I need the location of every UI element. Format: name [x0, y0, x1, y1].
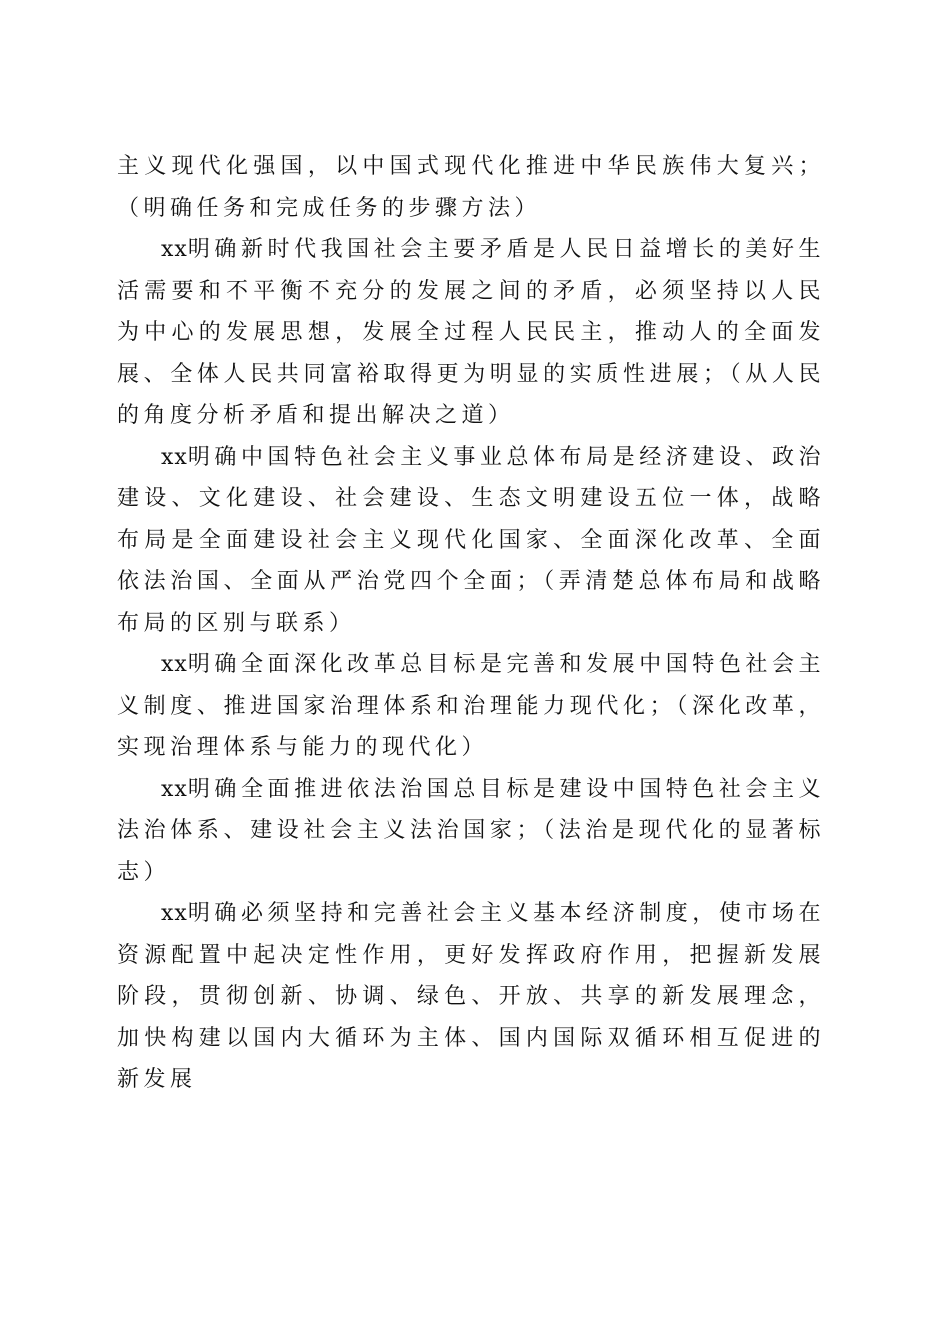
paragraph-prefix: xx [161, 901, 188, 926]
paragraph-continuation [117, 146, 825, 229]
paragraph-text: 明确中国特色社会主义事业总体布局是经济建设、政治建设、文化建设、社会建设、生态文明建设五位一体，战略布局是全面建设社会主义现代化国家、全面深化改革、全面依法治国、全面从严治党四个全面；（弄清楚总体布局和战略布局的区别与联系） [117, 444, 825, 636]
paragraph-text: 主义现代化强国，以中国式现代化推进中华民族伟大复兴；（明确任务和完成任务的步骤方法） [117, 154, 825, 221]
paragraph-rule-of-law [117, 769, 825, 894]
paragraph-prefix: xx [161, 652, 188, 677]
paragraph-text: 明确全面深化改革总目标是完善和发展中国特色社会主义制度、推进国家治理体系和治理能力现代化；（深化改革，实现治理体系与能力的现代化） [117, 652, 825, 760]
paragraph-social-contradiction [117, 229, 825, 437]
paragraph-prefix: xx [161, 444, 188, 470]
paragraph-deepening-reform [117, 644, 825, 769]
paragraph-text: 明确新时代我国社会主要矛盾是人民日益增长的美好生活需要和不平衡不充分的发展之间的矛盾，必须坚持以人民为中心的发展思想，发展全过程人民民主，推动人的全面发展、全体人民共同富裕取得更为明显的实质性进展；（从人民的角度分析矛盾和提出解决之道） [117, 237, 825, 428]
paragraph-prefix: xx [161, 776, 188, 802]
paragraph-prefix: xx [161, 237, 188, 262]
paragraph-economic-system [117, 893, 825, 1101]
document-body [117, 146, 825, 1101]
paragraph-text: 明确必须坚持和完善社会主义基本经济制度，使市场在资源配置中起决定性作用，更好发挥政府作用，把握新发展阶段，贯彻创新、协调、绿色、开放、共享的新发展理念，加快构建以国内大循环为主体、国内国际双循环相互促进的新发展 [117, 901, 825, 1092]
paragraph-overall-layout [117, 437, 825, 645]
paragraph-text: 明确全面推进依法治国总目标是建设中国特色社会主义法治体系、建设社会主义法治国家；（法治是现代化的显著标志） [117, 776, 825, 885]
